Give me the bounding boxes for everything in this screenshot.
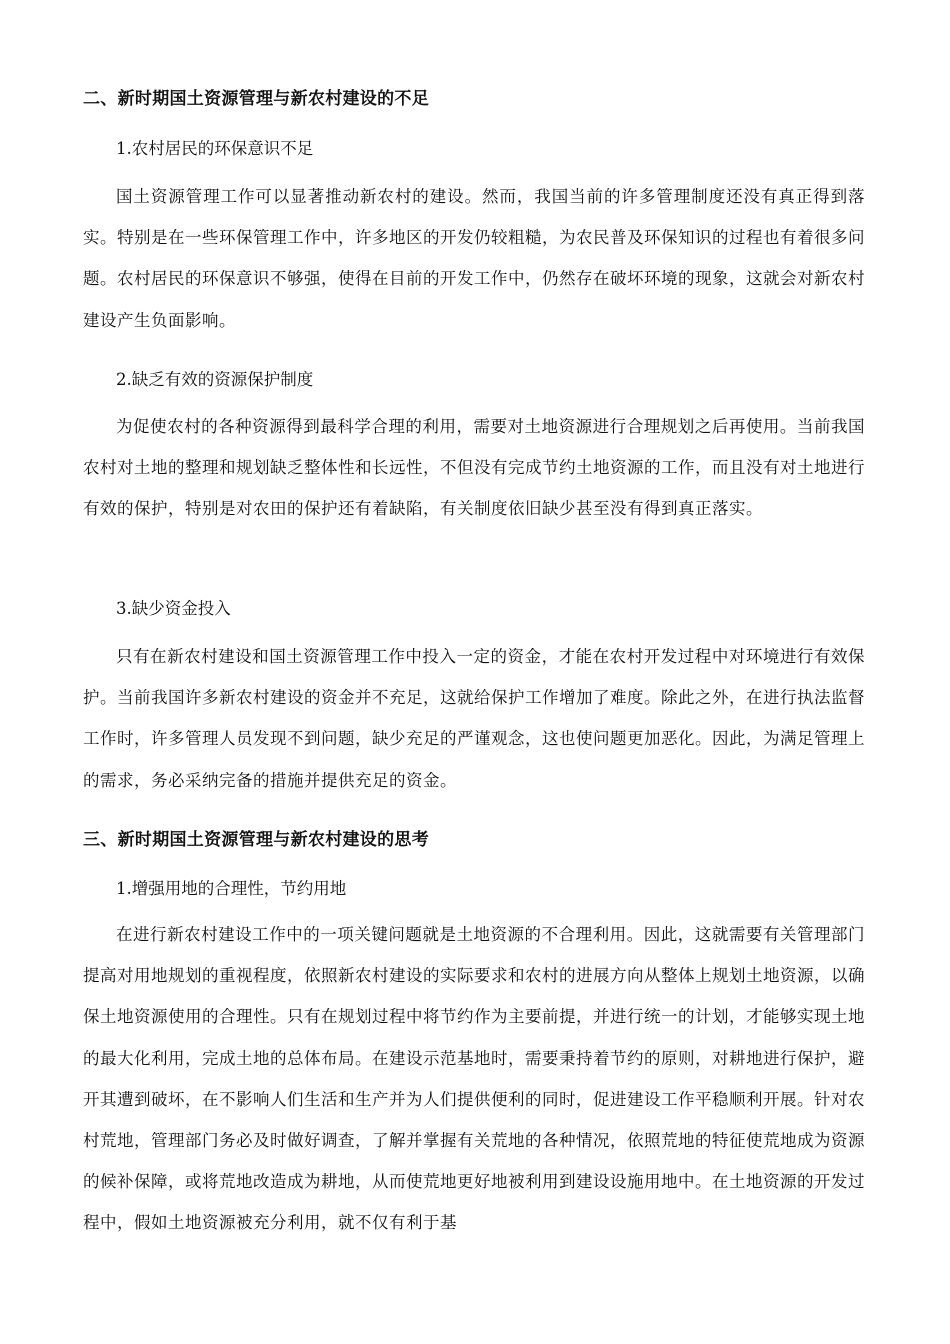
paragraph-2-2: 为促使农村的各种资源得到最科学合理的利用，需要对土地资源进行合理规划之后再使用。当前我国农村对土地的整理和规划缺乏整体性和长远性，不但没有完成节约土地资源的工作，而且没有对土地进行有效的保护，特别是对农田的保护还有着缺陷，有关制度依旧缺少甚至没有得到真正落实。: [83, 417, 865, 519]
subsection-title-3-1: 1.增强用地的合理性，节约用地: [116, 879, 347, 898]
section-heading-3: 三、新时期国土资源管理与新农村建设的思考: [83, 830, 429, 850]
paragraph-3-1: 在进行新农村建设工作中的一项关键问题就是土地资源的不合理利用。因此，这就需要有关管理部门提高对用地规划的重视程度，依照新农村建设的实际要求和农村的进展方向从整体上规划土地资源，以确保土地资源使用的合理性。只有在规划过程中将节约作为主要前提，并进行统一的计划，才能够实现土地的最大化利用，完成土地的总体布局。在建设示范基地时，需要秉持着节约的原则，对耕地进行保护，避开其遭到破坏，在不影响人们生活和生产并为人们提供便利的同时，促进建设工作平稳顺利开展。针对农村荒地，管理部门务必及时做好调查，了解并掌握有关荒地的各种情况，依照荒地的特征使荒地成为资源的候补保障，或将荒地改造成为耕地，从而使荒地更好地被利用到建设设施用地中。在土地资源的开发过程中，假如土地资源被充分利用，就不仅有利于基: [83, 925, 865, 1233]
subsection-title-2-2: 2.缺乏有效的资源保护制度: [116, 370, 314, 389]
section-heading-2: 二、新时期国土资源管理与新农村建设的不足: [83, 89, 429, 109]
subsection-title-2-1: 1.农村居民的环保意识不足: [116, 139, 314, 158]
subsection-title-2-3: 3.缺少资金投入: [116, 599, 231, 618]
paragraph-2-1: 国土资源管理工作可以显著推动新农村的建设。然而，我国当前的许多管理制度还没有真正得到落实。特别是在一些环保管理工作中，许多地区的开发仍较粗糙，为农民普及环保知识的过程也有着很多问题。农村居民的环保意识不够强，使得在目前的开发工作中，仍然存在破坏环境的现象，这就会对新农村建设产生负面影响。: [83, 187, 865, 330]
paragraph-2-3: 只有在新农村建设和国土资源管理工作中投入一定的资金，才能在农村开发过程中对环境进行有效保护。当前我国许多新农村建设的资金并不充足，这就给保护工作增加了难度。除此之外，在进行执法监督工作时，许多管理人员发现不到问题，缺少充足的严谨观念，这也使问题更加恶化。因此，为满足管理上的需求，务必采纳完备的措施并提供充足的资金。: [83, 647, 865, 790]
